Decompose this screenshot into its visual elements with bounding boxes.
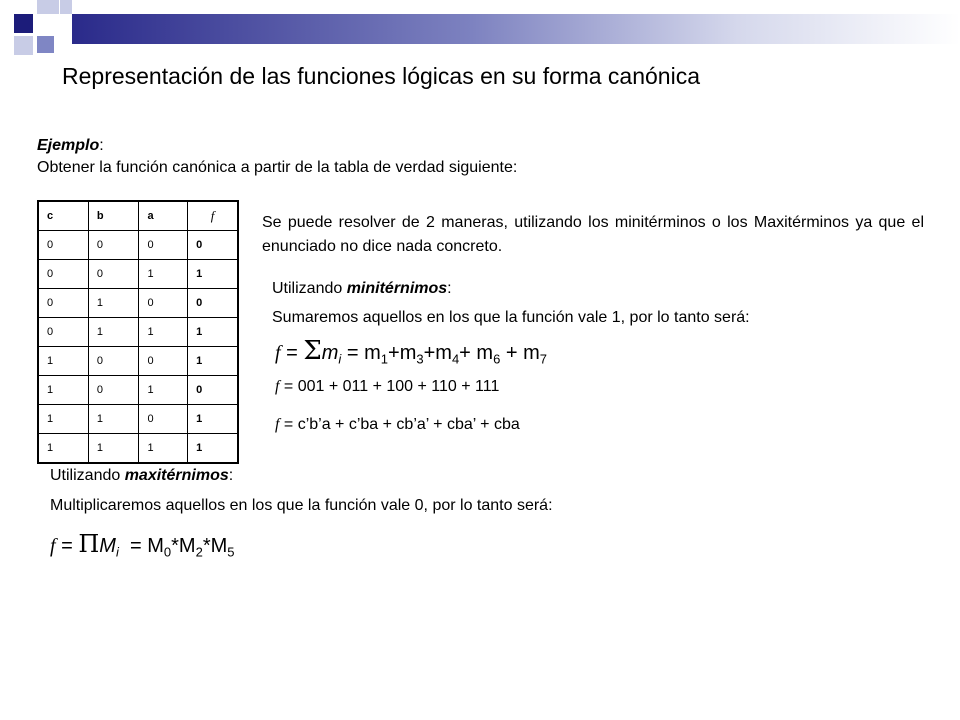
- cell: 0: [38, 289, 88, 318]
- function-symbol: f: [275, 342, 281, 364]
- sigma-symbol: Σ: [303, 336, 322, 366]
- cell-f: 1: [188, 347, 238, 376]
- minterms-description: Sumaremos aquellos en los que la función vale 1, por lo tanto será:: [272, 309, 750, 326]
- term: *M: [202, 535, 228, 557]
- term: m: [364, 342, 381, 364]
- cell: 0: [38, 318, 88, 347]
- cell: 0: [139, 405, 188, 434]
- cell-f: 1: [188, 434, 238, 464]
- minterm-var: m: [321, 342, 339, 364]
- minterms-heading: [272, 280, 452, 298]
- cell: 0: [38, 260, 88, 289]
- header-b: b: [88, 201, 139, 231]
- binary-terms: = 001 + 011 + 100 + 110 + 111: [279, 378, 500, 395]
- cell: 1: [38, 376, 88, 405]
- minterm-index: i: [338, 351, 342, 367]
- table-row: [38, 376, 238, 405]
- minterms-literal-equation: [275, 416, 520, 434]
- header-a: a: [139, 201, 188, 231]
- cell-f: 0: [188, 376, 238, 405]
- minterms-sum-equation: $f = \Sigma m_i = m_1+m_3+m_4+ m_6 + m_7$: [275, 336, 547, 367]
- term: +m: [388, 342, 417, 364]
- example-intro: Obtener la función canónica a partir de la tabla de verdad siguiente:: [37, 159, 518, 176]
- minterms-binary-equation: [275, 378, 499, 396]
- table-row: [38, 347, 238, 376]
- term-sub: 3: [416, 351, 424, 367]
- term: +m: [423, 342, 452, 364]
- table-row: [38, 318, 238, 347]
- literal-terms: = c’b’a + c’ba + cb’a’ + cba’ + cba: [279, 416, 520, 433]
- table-row: [38, 289, 238, 318]
- cell: 0: [88, 231, 139, 260]
- cell: 0: [88, 376, 139, 405]
- header-c: c: [38, 201, 88, 231]
- header-f: f: [188, 201, 238, 231]
- cell: 0: [88, 260, 139, 289]
- cell: 1: [88, 289, 139, 318]
- cell: 1: [139, 260, 188, 289]
- table-row: [38, 405, 238, 434]
- cell: 1: [38, 347, 88, 376]
- maxterms-description: Multiplicaremos aquellos en los que la función vale 0, por lo tanto será:: [50, 497, 553, 514]
- term-sub: 1: [380, 351, 389, 367]
- function-symbol: f: [50, 535, 56, 557]
- cell: 0: [38, 231, 88, 260]
- minterms-heading-suffix: :: [447, 280, 452, 297]
- term-sub: 6: [493, 351, 501, 367]
- cell: 0: [139, 231, 188, 260]
- function-symbol: f: [275, 378, 280, 395]
- term-sub: 5: [227, 544, 235, 560]
- example-label-text: Ejemplo: [37, 137, 100, 154]
- truth-table-header: [38, 201, 238, 231]
- maxterm-var: M: [99, 535, 116, 557]
- term: *M: [171, 535, 196, 557]
- deco-square-navy: [14, 14, 33, 33]
- cell: 1: [139, 434, 188, 464]
- page-title: Representación de las funciones lógicas en su forma canónica: [62, 63, 700, 89]
- example-label-colon: :: [99, 137, 104, 154]
- method-paragraph: Se puede resolver de 2 maneras, utilizando los minitérminos o los Maxitérminos ya que el enunciado no dice nada concreto.: [262, 214, 924, 255]
- deco-square-light: [37, 0, 59, 14]
- maxterms-heading-emph: maxitérnimos: [124, 467, 229, 484]
- term-sub: 7: [539, 351, 547, 367]
- maxterms-heading-suffix: :: [228, 467, 234, 484]
- cell: 0: [139, 347, 188, 376]
- term: + m: [500, 342, 540, 364]
- table-row: [38, 260, 238, 289]
- cell: 1: [88, 405, 139, 434]
- maxterms-product-equation: $f = \Pi M_i = M_0*M_2*M_5$: [50, 530, 235, 560]
- example-label: [37, 137, 104, 155]
- deco-square-light: [60, 0, 72, 14]
- cell: 0: [88, 347, 139, 376]
- cell: 0: [139, 289, 188, 318]
- cell-f: 0: [188, 289, 238, 318]
- maxterms-heading-prefix: Utilizando: [50, 467, 125, 484]
- cell-f: 1: [188, 318, 238, 347]
- function-symbol: f: [275, 416, 280, 433]
- truth-table: [37, 200, 239, 464]
- maxterms-heading: [50, 467, 233, 485]
- minterms-heading-prefix: Utilizando: [272, 280, 347, 297]
- term-sub: 0: [163, 544, 172, 560]
- deco-square-mid: [37, 36, 54, 53]
- table-row: [38, 434, 238, 464]
- term: + m: [459, 342, 494, 364]
- cell-f: 0: [188, 231, 238, 260]
- header-gradient-bar: [72, 14, 960, 44]
- cell-f: 1: [188, 405, 238, 434]
- cell-f: 1: [188, 260, 238, 289]
- pi-symbol: Π: [78, 530, 100, 558]
- cell: 1: [88, 434, 139, 464]
- cell: 1: [38, 434, 88, 464]
- minterms-heading-emph: minitérnimos: [346, 280, 448, 297]
- deco-square-light: [14, 36, 33, 55]
- table-row: [38, 231, 238, 260]
- term: M: [147, 535, 164, 557]
- term-sub: 2: [195, 544, 203, 560]
- cell: 1: [38, 405, 88, 434]
- cell: 1: [139, 376, 188, 405]
- term-sub: 4: [451, 351, 460, 367]
- cell: 1: [139, 318, 188, 347]
- cell: 1: [88, 318, 139, 347]
- maxterm-index: i: [115, 544, 119, 560]
